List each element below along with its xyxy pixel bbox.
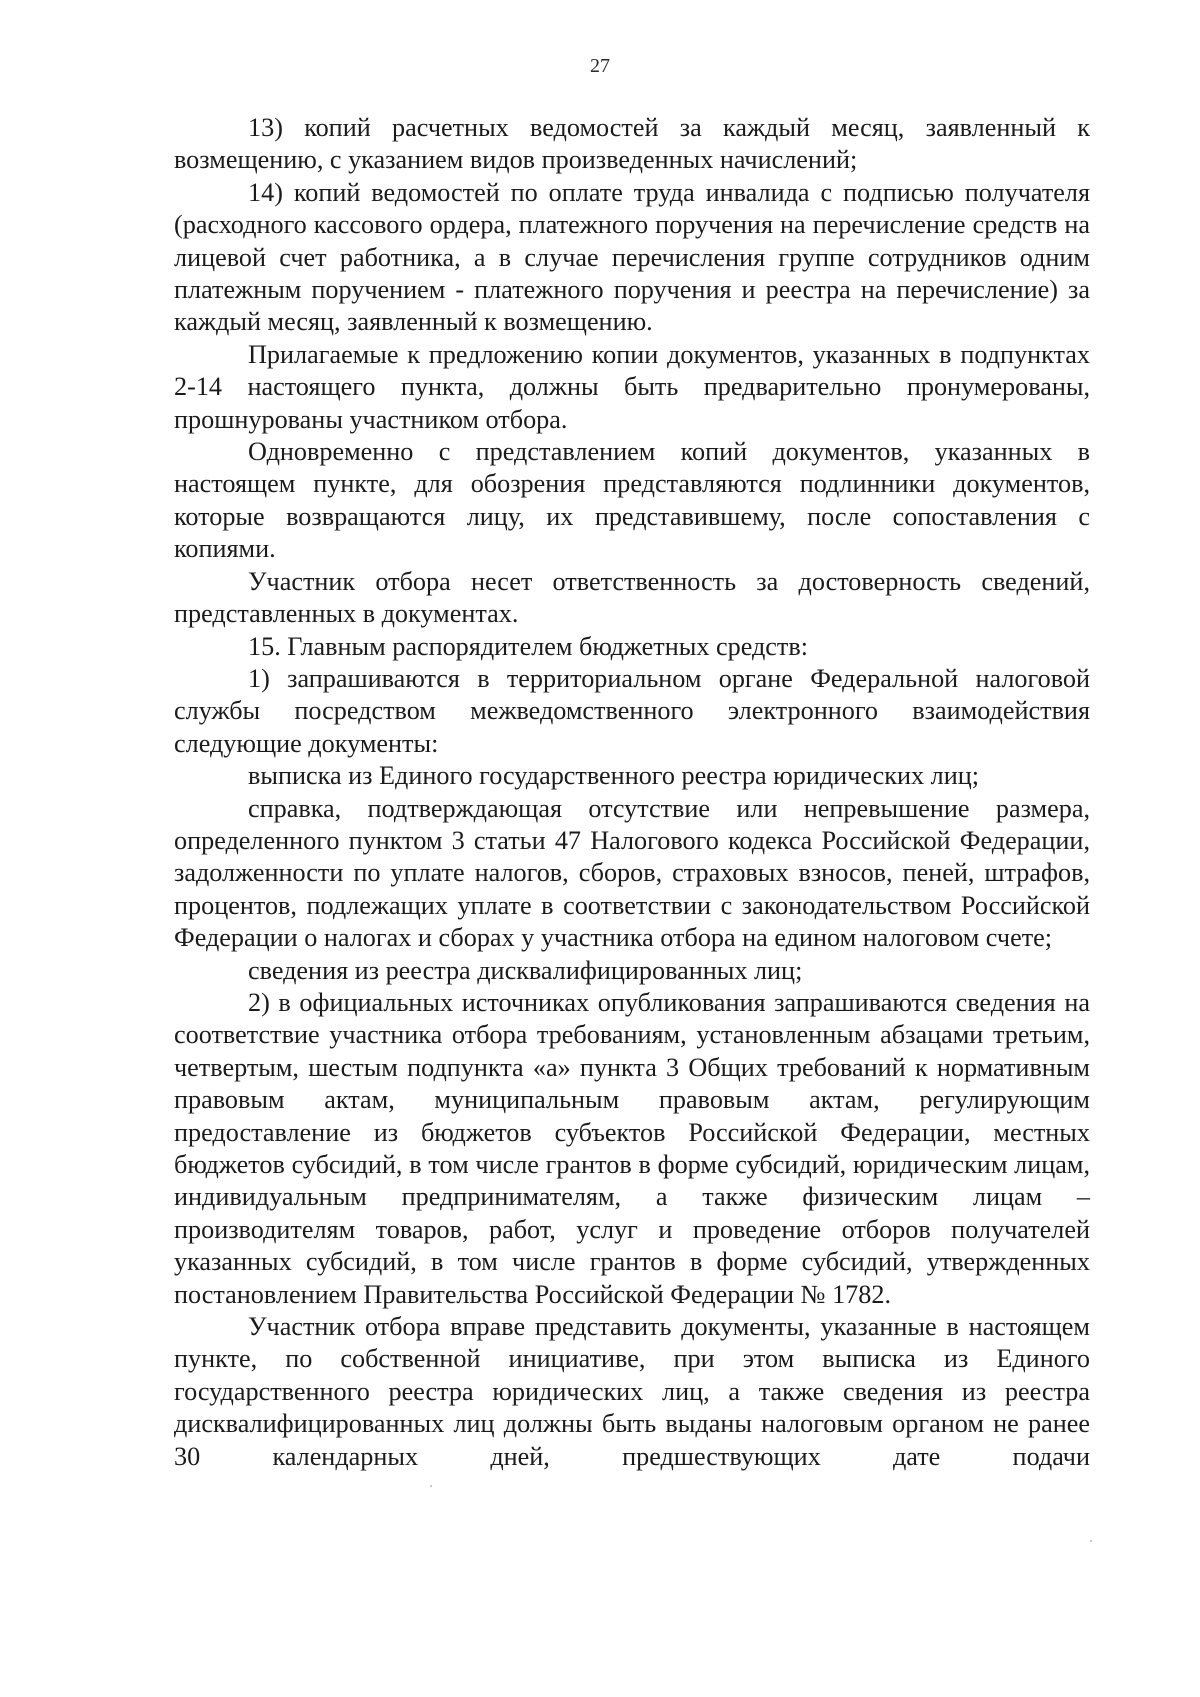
paragraph-15-2: 2) в официальных источниках опубликования запрашиваются сведения на соответствие участника отбора требованиям, установленным абзацами третьим, четвертым, шестым подпункта «а» пункта 3 Общих требований к нормативным правовым актам, муниципальным правовым актам, регулирующим предоставление из бюджетов субъектов Российской Федерации, местных бюджетов субсидий, в том числе грантов в форме субсидий, юридическим лицам, индивидуальным предпринимателям, а также физическим лицам – производителям товаров, работ, услуг и проведение отборов получателей указанных субсидий, в том числе грантов в форме субсидий, утвержденных постановлением Правительства Российской Федерации № 1782.: [174, 987, 1090, 1309]
document-body: [174, 112, 1090, 1473]
scan-speck: [1090, 1540, 1092, 1542]
paragraph-item-14: 14) копий ведомостей по оплате труда инвалида с подписью получателя (расходного кассового ордера, платежного поручения на перечисление средств на лицевой счет работника, а в случае перечисления группе сотрудников одним платежным поручением - платежного поручения и реестра на перечисление) за каждый месяц, заявленный к возмещению.: [174, 177, 1090, 337]
paragraph-section-15: 15. Главным распорядителем бюджетных средств:: [248, 631, 809, 661]
paragraph-responsibility: Участник отбора несет ответственность за достоверность сведений, представленных в документах.: [174, 566, 1090, 629]
paragraph-15-1: 1) запрашиваются в территориальном органе Федеральной налоговой службы посредством межведомственного электронного взаимодействия следующие документы:: [174, 663, 1090, 758]
scan-speck: [430, 1485, 432, 1487]
paragraph-item-13: 13) копий расчетных ведомостей за каждый месяц, заявленный к возмещению, с указанием видов произведенных начислений;: [174, 113, 1090, 175]
page-number: 27: [590, 55, 610, 77]
paragraph-disqualified-registry: сведения из реестра дисквалифицированных лиц;: [248, 955, 803, 985]
paragraph-tax-certificate: справка, подтверждающая отсутствие или непревышение размера, определенного пунктом 3 статьи 47 Налогового кодекса Российской Федерации, задолженности по уплате налогов, сборов, страховых взносов, пеней, штрафов, процентов, подлежащих уплате в соответствии с законодательством Российской Федерации о налогах и сборах у участника отбора на едином налоговом счете;: [174, 793, 1090, 953]
paragraph-own-initiative: Участник отбора вправе представить документы, указанные в настоящем пункте, по собственной инициативе, при этом выписка из Единого государственного реестра юридических лиц, а также сведения из реестра дисквалифицированных лиц должны быть выданы налоговым органом не ранее 30 календарных дней, предшествующих дате подачи: [174, 1312, 1090, 1471]
paragraph-attached-copies: Прилагаемые к предложению копии документов, указанных в подпунктах 2-14 настоящего пункта, должны быть предварительно пронумерованы, прошнурованы участником отбора.: [174, 339, 1090, 434]
paragraph-egrul-extract: выписка из Единого государственного реестра юридических лиц;: [248, 761, 980, 791]
paragraph-originals: Одновременно с представлением копий документов, указанных в настоящем пункте, для обозрения представляются подлинники документов, которые возвращаются лицу, их представившему, после сопоставления с копиями.: [174, 437, 1090, 564]
